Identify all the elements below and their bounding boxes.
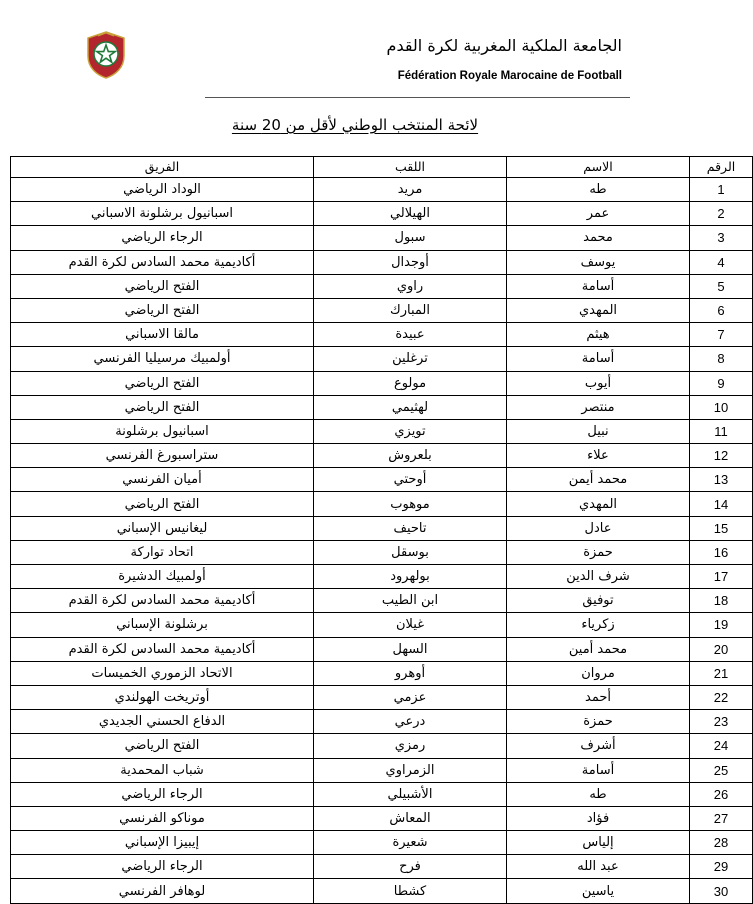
table-row [11, 226, 753, 250]
cell-club: الوداد الرياضي [11, 178, 314, 202]
table-row [11, 178, 753, 202]
cell-name: زكرياء [507, 613, 690, 637]
cell-nickname: الزمراوي [314, 758, 507, 782]
cell-number: 9 [690, 371, 753, 395]
cell-nickname: ترغلين [314, 347, 507, 371]
cell-number: 11 [690, 419, 753, 443]
cell-club: الرجاء الرياضي [11, 855, 314, 879]
cell-club: اسبانيول برشلونة [11, 419, 314, 443]
table-row [11, 444, 753, 468]
cell-club: ليغانيس الإسباني [11, 516, 314, 540]
cell-name: حمزة [507, 540, 690, 564]
cell-nickname: الهيلالي [314, 202, 507, 226]
cell-number: 18 [690, 589, 753, 613]
table-row [11, 371, 753, 395]
cell-nickname: راوي [314, 274, 507, 298]
cell-nickname: موهوب [314, 492, 507, 516]
table-row [11, 540, 753, 564]
cell-number: 30 [690, 879, 753, 903]
cell-club: برشلونة الإسباني [11, 613, 314, 637]
cell-club: أكاديمية محمد السادس لكرة القدم [11, 250, 314, 274]
table-row [11, 323, 753, 347]
cell-name: أيوب [507, 371, 690, 395]
table-row [11, 419, 753, 443]
table-row [11, 734, 753, 758]
cell-club: الرجاء الرياضي [11, 782, 314, 806]
cell-name: المهدي [507, 298, 690, 322]
cell-nickname: فرح [314, 855, 507, 879]
cell-nickname: تويزي [314, 419, 507, 443]
cell-nickname: المبارك [314, 298, 507, 322]
cell-name: أشرف [507, 734, 690, 758]
cell-nickname: رمزي [314, 734, 507, 758]
cell-name: عمر [507, 202, 690, 226]
cell-number: 21 [690, 661, 753, 685]
cell-name: إلياس [507, 831, 690, 855]
cell-club: الدفاع الحسني الجديدي [11, 710, 314, 734]
cell-name: حمزة [507, 710, 690, 734]
cell-club: مالقا الاسباني [11, 323, 314, 347]
cell-nickname: مريد [314, 178, 507, 202]
cell-name: شرف الدين [507, 565, 690, 589]
cell-number: 22 [690, 685, 753, 709]
cell-name: مروان [507, 661, 690, 685]
cell-nickname: بولهرود [314, 565, 507, 589]
cell-name: أسامة [507, 347, 690, 371]
cell-number: 20 [690, 637, 753, 661]
cell-nickname: السهل [314, 637, 507, 661]
cell-name: أحمد [507, 685, 690, 709]
cell-name: هيثم [507, 323, 690, 347]
cell-club: أميان الفرنسي [11, 468, 314, 492]
cell-nickname: لهثيمي [314, 395, 507, 419]
cell-number: 25 [690, 758, 753, 782]
table-row [11, 782, 753, 806]
table-row [11, 613, 753, 637]
table-row [11, 879, 753, 903]
cell-number: 10 [690, 395, 753, 419]
cell-name: أسامة [507, 274, 690, 298]
header-club: الفريق [11, 157, 314, 178]
cell-number: 4 [690, 250, 753, 274]
squad-table [10, 156, 753, 904]
cell-club: الفتح الرياضي [11, 734, 314, 758]
table-row [11, 855, 753, 879]
cell-club: الفتح الرياضي [11, 395, 314, 419]
federation-name-arabic: الجامعة الملكية المغربية لكرة القدم [386, 36, 622, 55]
cell-club: إيبيزا الإسباني [11, 831, 314, 855]
cell-number: 3 [690, 226, 753, 250]
cell-club: أولمبيك الدشيرة [11, 565, 314, 589]
table-row [11, 661, 753, 685]
cell-nickname: عبيدة [314, 323, 507, 347]
cell-number: 15 [690, 516, 753, 540]
cell-number: 5 [690, 274, 753, 298]
cell-club: ستراسبورغ الفرنسي [11, 444, 314, 468]
cell-club: لوهافر الفرنسي [11, 879, 314, 903]
cell-nickname: أوهرو [314, 661, 507, 685]
cell-number: 8 [690, 347, 753, 371]
table-row [11, 395, 753, 419]
cell-number: 7 [690, 323, 753, 347]
table-row [11, 298, 753, 322]
cell-name: طه [507, 178, 690, 202]
cell-nickname: بلعروش [314, 444, 507, 468]
cell-name: محمد [507, 226, 690, 250]
cell-number: 2 [690, 202, 753, 226]
cell-club: أكاديمية محمد السادس لكرة القدم [11, 589, 314, 613]
cell-nickname: سبول [314, 226, 507, 250]
table-row [11, 347, 753, 371]
header-name: الاسم [507, 157, 690, 178]
cell-club: الفتح الرياضي [11, 274, 314, 298]
cell-number: 13 [690, 468, 753, 492]
document-title [0, 116, 710, 134]
cell-nickname: تاحيف [314, 516, 507, 540]
cell-name: محمد أيمن [507, 468, 690, 492]
table-row [11, 637, 753, 661]
cell-name: توفيق [507, 589, 690, 613]
cell-club: أوتريخت الهولندي [11, 685, 314, 709]
cell-nickname: أوجدال [314, 250, 507, 274]
table-row [11, 202, 753, 226]
cell-number: 14 [690, 492, 753, 516]
cell-nickname: الأشبيلي [314, 782, 507, 806]
cell-name: المهدي [507, 492, 690, 516]
table-row [11, 685, 753, 709]
header-nickname: اللقب [314, 157, 507, 178]
cell-nickname: بوسقل [314, 540, 507, 564]
cell-club: اتحاد تواركة [11, 540, 314, 564]
cell-name: ياسين [507, 879, 690, 903]
cell-name: عبد الله [507, 855, 690, 879]
cell-club: موناكو الفرنسي [11, 806, 314, 830]
cell-number: 27 [690, 806, 753, 830]
cell-number: 23 [690, 710, 753, 734]
cell-name: عادل [507, 516, 690, 540]
table-row [11, 710, 753, 734]
header-divider [205, 97, 630, 98]
cell-name: علاء [507, 444, 690, 468]
cell-club: اسبانيول برشلونة الاسباني [11, 202, 314, 226]
cell-name: فؤاد [507, 806, 690, 830]
cell-club: أكاديمية محمد السادس لكرة القدم [11, 637, 314, 661]
table-row [11, 468, 753, 492]
table-row [11, 589, 753, 613]
table-row [11, 758, 753, 782]
cell-club: أولمبيك مرسيليا الفرنسي [11, 347, 314, 371]
cell-number: 24 [690, 734, 753, 758]
cell-club: شباب المحمدية [11, 758, 314, 782]
cell-number: 26 [690, 782, 753, 806]
table-row [11, 250, 753, 274]
frmf-crest-icon [84, 30, 128, 80]
cell-name: طه [507, 782, 690, 806]
cell-name: نبيل [507, 419, 690, 443]
cell-nickname: غيلان [314, 613, 507, 637]
cell-nickname: كشطا [314, 879, 507, 903]
letterhead [0, 0, 710, 110]
table-row [11, 516, 753, 540]
cell-nickname: درعي [314, 710, 507, 734]
cell-number: 16 [690, 540, 753, 564]
cell-name: يوسف [507, 250, 690, 274]
table-header-row [11, 157, 753, 178]
table-row [11, 565, 753, 589]
cell-club: الفتح الرياضي [11, 371, 314, 395]
cell-number: 1 [690, 178, 753, 202]
header-number: الرقم [690, 157, 753, 178]
cell-nickname: شعيرة [314, 831, 507, 855]
cell-number: 12 [690, 444, 753, 468]
cell-nickname: المعاش [314, 806, 507, 830]
cell-name: محمد أمين [507, 637, 690, 661]
cell-club: الفتح الرياضي [11, 298, 314, 322]
cell-nickname: أوحتي [314, 468, 507, 492]
table-row [11, 831, 753, 855]
cell-nickname: ابن الطيب [314, 589, 507, 613]
cell-club: الاتحاد الزموري الخميسات [11, 661, 314, 685]
table-row [11, 806, 753, 830]
cell-name: منتصر [507, 395, 690, 419]
cell-number: 19 [690, 613, 753, 637]
document-title-text: لائحة المنتخب الوطني لأقل من 20 سنة [231, 116, 479, 134]
cell-number: 29 [690, 855, 753, 879]
cell-nickname: مولوع [314, 371, 507, 395]
table-row [11, 274, 753, 298]
cell-nickname: عزمي [314, 685, 507, 709]
cell-name: أسامة [507, 758, 690, 782]
table-row [11, 492, 753, 516]
cell-number: 28 [690, 831, 753, 855]
cell-number: 6 [690, 298, 753, 322]
cell-club: الفتح الرياضي [11, 492, 314, 516]
cell-number: 17 [690, 565, 753, 589]
cell-club: الرجاء الرياضي [11, 226, 314, 250]
federation-name-french: Fédération Royale Marocaine de Football [397, 70, 622, 82]
